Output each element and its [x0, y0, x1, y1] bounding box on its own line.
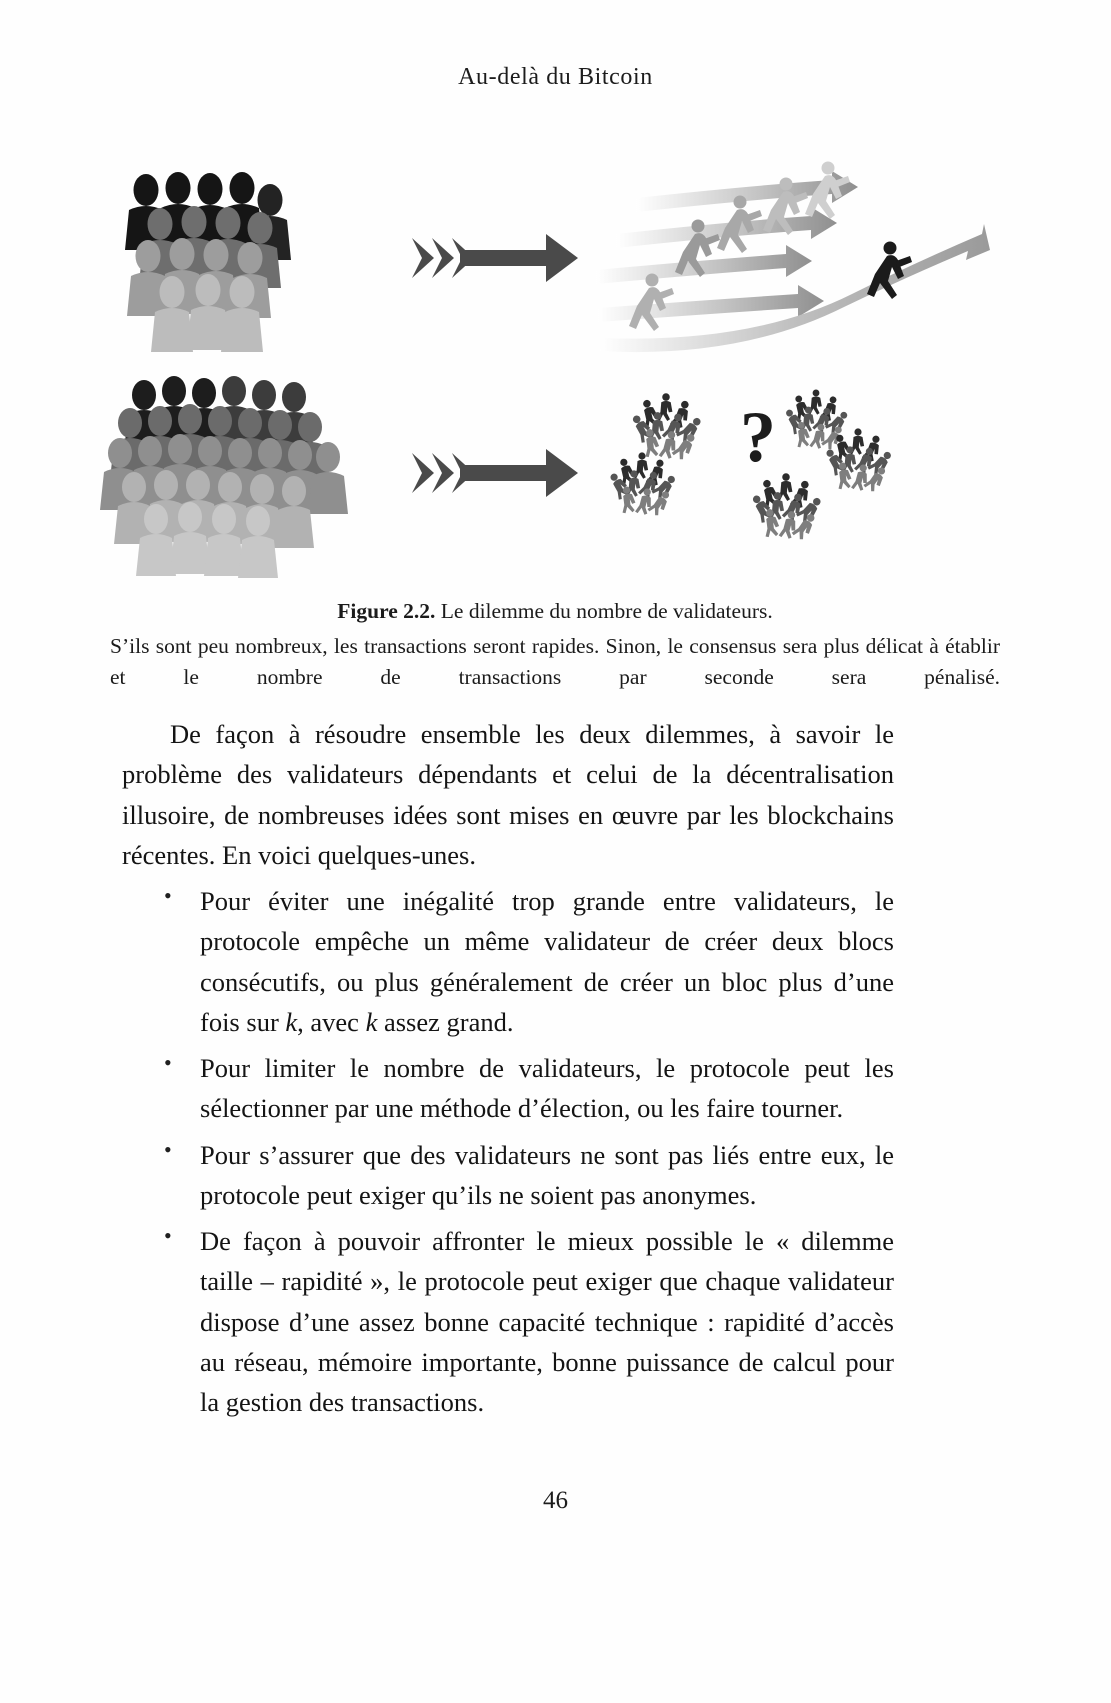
- figure-caption-label: Figure 2.2.: [337, 599, 436, 623]
- runners-on-arrows-icon: [590, 160, 1000, 360]
- scattered-groups-with-question-mark-icon: [590, 375, 1000, 575]
- figure-caption-title: Le dilemme du nombre de validateurs.: [440, 599, 773, 623]
- fletched-arrow-icon-bottom: [400, 375, 590, 575]
- page-number: 46: [543, 1487, 568, 1514]
- list-item: • Pour éviter une inégalité trop grande entre validateurs, le protocole empêche un même validateur de créer deux blocs consécutifs, ou plus généralement de créer un bloc plus d’une fois sur k, avec k assez grand.: [122, 881, 894, 1042]
- bullet-list: [122, 881, 894, 1422]
- small-crowd-icon: [110, 160, 400, 360]
- question-mark-glyph: ?: [740, 397, 776, 477]
- list-item: • De façon à pouvoir affronter le mieux possible le « dilemme taille – rapidité », le protocole peut exiger que chaque validateur dispose d’une assez bonne capacité technique : rapidité d’accès au réseau, mémoire importante, bonne puissance de calcul pour la gestion des transactions.: [122, 1221, 894, 1422]
- list-item: • Pour limiter le nombre de validateurs, le protocole peut les sélectionner par une méthode d’élection, ou les faire tourner.: [122, 1048, 894, 1129]
- list-item: • Pour s’assurer que des validateurs ne sont pas liés entre eux, le protocole peut exiger qu’ils ne soient pas anonymes.: [122, 1135, 894, 1216]
- fletched-arrow-icon-top: [400, 160, 590, 360]
- figure-caption-body: S’ils sont peu nombreux, les transactions seront rapides. Sinon, le consensus sera plus délicat à établir et le nombre de transactions par seconde sera pénalisé.: [110, 633, 1000, 689]
- body-column: [122, 714, 894, 1423]
- figure-caption: [110, 596, 1000, 693]
- figure-illustration: [110, 150, 1000, 580]
- running-header-title: Au-delà du Bitcoin: [458, 64, 653, 90]
- figure-row-many-validators: [110, 375, 1000, 575]
- figure-row-few-validators: [110, 160, 1000, 360]
- large-crowd-icon: [110, 375, 400, 575]
- body-paragraph: De façon à résoudre ensemble les deux dilemmes, à savoir le problème des validateurs dépendants et celui de la décentralisation illusoire, de nombreuses idées sont mises en œuvre par les blockchains récentes. En voici quelques-unes.: [122, 719, 894, 870]
